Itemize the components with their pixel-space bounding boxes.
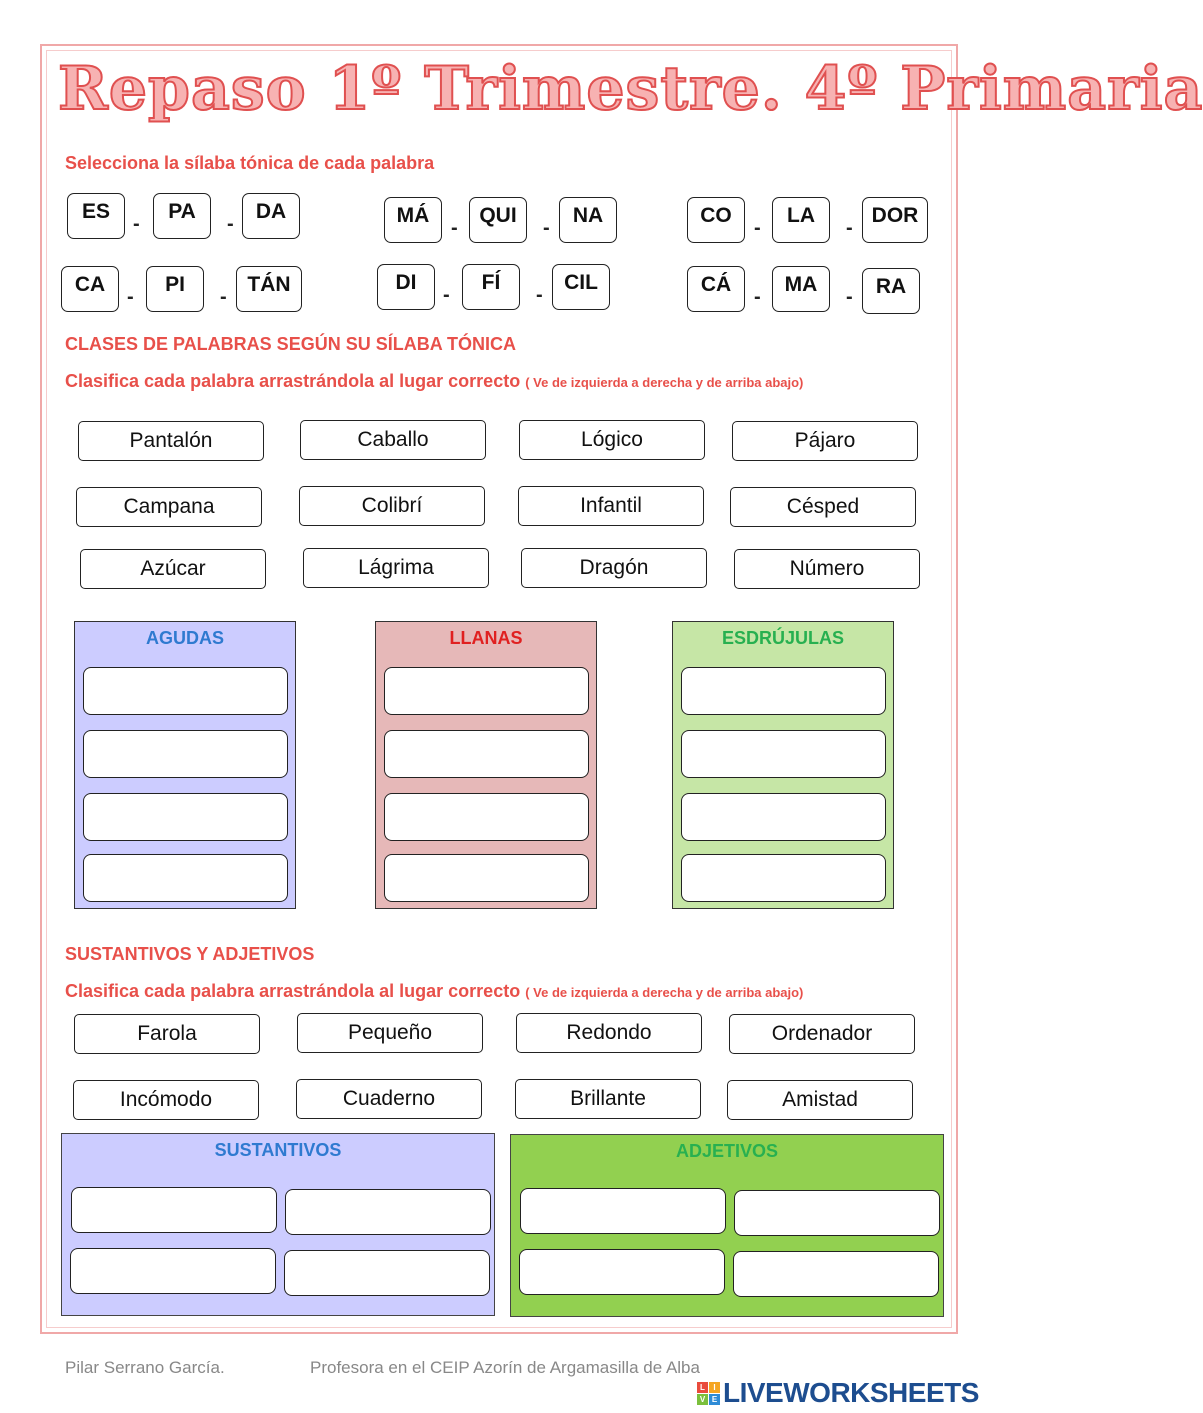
draggable-word[interactable]: Pájaro xyxy=(732,421,918,461)
footer-role: Profesora en el CEIP Azorín de Argamasilla de Alba xyxy=(310,1358,700,1377)
syllable-dash: - xyxy=(846,217,853,239)
syllable-dash: - xyxy=(846,286,853,308)
section2-heading: CLASES DE PALABRAS SEGÚN SU SÍLABA TÓNICA xyxy=(65,334,517,354)
syllable-button[interactable]: RA xyxy=(862,268,920,314)
liveworksheets-logo[interactable] xyxy=(697,1376,979,1410)
syllable-button[interactable]: CÁ xyxy=(687,266,745,312)
drop-slot[interactable] xyxy=(681,730,886,778)
draggable-word[interactable]: Ordenador xyxy=(729,1014,915,1054)
syllable-button[interactable]: PA xyxy=(153,193,211,239)
liveworksheets-brand: LIVEWORKSHEETS xyxy=(723,1377,979,1408)
draggable-word[interactable]: Césped xyxy=(730,487,916,527)
page-title: Repaso 1º Trimestre. 4º Primaria xyxy=(58,54,1203,124)
section2-instruction xyxy=(65,371,803,392)
syllable-button[interactable]: DOR xyxy=(862,197,928,243)
syllable-button[interactable]: CA xyxy=(61,266,119,312)
syllable-button[interactable]: MA xyxy=(772,266,830,312)
draggable-word[interactable]: Pantalón xyxy=(78,421,264,461)
drop-slot[interactable] xyxy=(733,1251,939,1297)
liveworksheets-logo-icon xyxy=(697,1382,720,1405)
drop-slot[interactable] xyxy=(681,667,886,715)
syllable-button[interactable]: CIL xyxy=(552,264,610,310)
draggable-word[interactable]: Azúcar xyxy=(80,549,266,589)
logo-letter: I xyxy=(709,1382,720,1393)
section3-instruction-text: Clasifica cada palabra arrastrándola al lugar correcto xyxy=(65,981,521,1001)
adjetivos-label: ADJETIVOS xyxy=(675,1141,779,1161)
drop-slot[interactable] xyxy=(519,1249,725,1295)
llanas-label: LLANAS xyxy=(449,628,523,648)
syllable-button[interactable]: QUI xyxy=(469,197,527,243)
drop-slot[interactable] xyxy=(71,1187,277,1233)
draggable-word[interactable]: Pequeño xyxy=(297,1013,483,1053)
syllable-button[interactable]: DA xyxy=(242,193,300,239)
syllable-button[interactable]: ES xyxy=(67,193,125,239)
drop-slot[interactable] xyxy=(520,1188,726,1234)
drop-slot[interactable] xyxy=(83,793,288,841)
syllable-dash: - xyxy=(127,286,134,308)
agudas-dropzone[interactable] xyxy=(74,621,296,909)
syllable-button[interactable]: CO xyxy=(687,197,745,243)
draggable-word[interactable]: Brillante xyxy=(515,1079,701,1119)
logo-letter: E xyxy=(709,1394,720,1405)
drop-slot[interactable] xyxy=(681,793,886,841)
syllable-button[interactable]: LA xyxy=(772,197,830,243)
syllable-button[interactable]: MÁ xyxy=(384,197,442,243)
syllable-dash: - xyxy=(754,286,761,308)
drop-slot[interactable] xyxy=(83,667,288,715)
draggable-word[interactable]: Lógico xyxy=(519,420,705,460)
syllable-dash: - xyxy=(133,213,140,235)
syllable-dash: - xyxy=(543,217,550,239)
drop-slot[interactable] xyxy=(384,793,589,841)
drop-slot[interactable] xyxy=(83,730,288,778)
drop-slot[interactable] xyxy=(734,1190,940,1236)
draggable-word[interactable]: Farola xyxy=(74,1014,260,1054)
syllable-dash: - xyxy=(227,213,234,235)
drop-slot[interactable] xyxy=(384,854,589,902)
draggable-word[interactable]: Caballo xyxy=(300,420,486,460)
draggable-word[interactable]: Cuaderno xyxy=(296,1079,482,1119)
syllable-dash: - xyxy=(536,284,543,306)
draggable-word[interactable]: Dragón xyxy=(521,548,707,588)
llanas-dropzone[interactable] xyxy=(375,621,597,909)
section3-instruction xyxy=(65,981,803,1002)
drop-slot[interactable] xyxy=(285,1189,491,1235)
section3-heading: SUSTANTIVOS Y ADJETIVOS xyxy=(65,944,315,964)
logo-letter: L xyxy=(697,1382,708,1393)
drop-slot[interactable] xyxy=(681,854,886,902)
draggable-word[interactable]: Redondo xyxy=(516,1013,702,1053)
draggable-word[interactable]: Infantil xyxy=(518,486,704,526)
draggable-word[interactable]: Número xyxy=(734,549,920,589)
syllable-dash: - xyxy=(754,217,761,239)
draggable-word[interactable]: Lágrima xyxy=(303,548,489,588)
draggable-word[interactable]: Incómodo xyxy=(73,1080,259,1120)
syllable-dash: - xyxy=(451,217,458,239)
drop-slot[interactable] xyxy=(83,854,288,902)
footer-author: Pilar Serrano García. xyxy=(65,1358,225,1377)
section1-instruction: Selecciona la sílaba tónica de cada palabra xyxy=(65,153,435,173)
draggable-word[interactable]: Campana xyxy=(76,487,262,527)
adjetivos-dropzone[interactable] xyxy=(510,1134,944,1317)
esdrujulas-label: ESDRÚJULAS xyxy=(721,628,845,648)
syllable-button[interactable]: TÁN xyxy=(236,266,302,312)
logo-letter: V xyxy=(697,1394,708,1405)
drop-slot[interactable] xyxy=(70,1248,276,1294)
syllable-button[interactable]: DI xyxy=(377,264,435,310)
syllable-dash: - xyxy=(443,284,450,306)
draggable-word[interactable]: Amistad xyxy=(727,1080,913,1120)
drop-slot[interactable] xyxy=(384,730,589,778)
section3-hint: ( Ve de izquierda a derecha y de arriba abajo) xyxy=(525,985,804,1000)
drop-slot[interactable] xyxy=(284,1250,490,1296)
syllable-dash: - xyxy=(220,286,227,308)
section2-instruction-text: Clasifica cada palabra arrastrándola al lugar correcto xyxy=(65,371,521,391)
syllable-button[interactable]: PI xyxy=(146,266,204,312)
sustantivos-dropzone[interactable] xyxy=(61,1133,495,1316)
esdrujulas-dropzone[interactable] xyxy=(672,621,894,909)
drop-slot[interactable] xyxy=(384,667,589,715)
agudas-label: AGUDAS xyxy=(145,628,224,648)
syllable-button[interactable]: FÍ xyxy=(462,264,520,310)
section2-hint: ( Ve de izquierda a derecha y de arriba abajo) xyxy=(525,375,804,390)
syllable-button[interactable]: NA xyxy=(559,197,617,243)
sustantivos-label: SUSTANTIVOS xyxy=(214,1140,342,1160)
draggable-word[interactable]: Colibrí xyxy=(299,486,485,526)
